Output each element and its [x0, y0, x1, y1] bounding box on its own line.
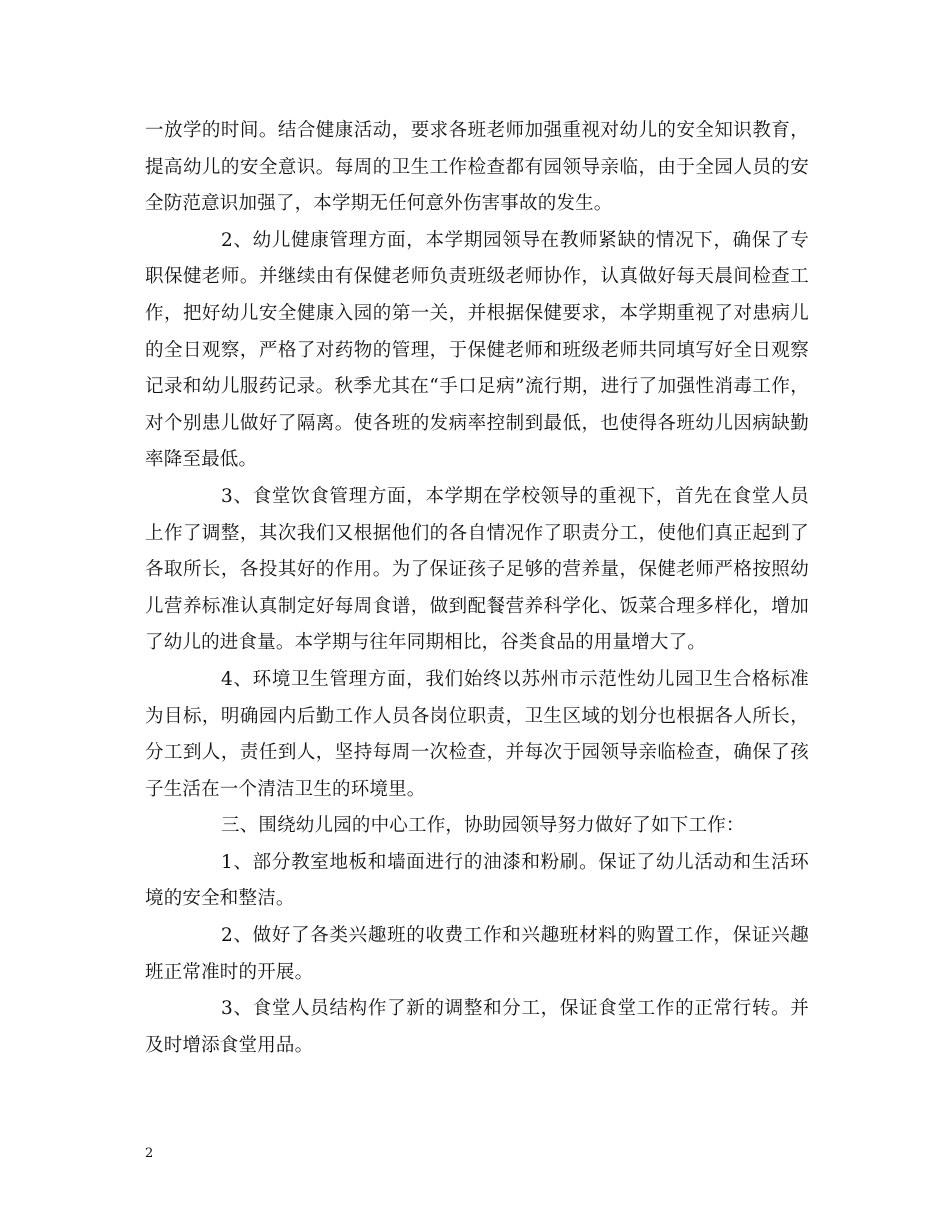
paragraph-canteen-staff: 3、食堂人员结构作了新的调整和分工，保证食堂工作的正常行转。并及时增添食堂用品。: [145, 998, 809, 1056]
paragraph-continuation: 一放学的时间。结合健康活动，要求各班老师加强重视对幼儿的安全知识教育，提高幼儿的安全意识。每周的卫生工作检查都有园领导亲临，由于全园人员的安全防范意识加强了，本学期无任何意外伤害事故的发生。: [145, 120, 809, 215]
section-heading-central-work: 三、围绕幼儿园的中心工作，协助园领导努力做好了如下工作：: [221, 815, 745, 837]
paragraph-environment-hygiene: 4、环境卫生管理方面，我们始终以苏州市示范性幼儿园卫生合格标准为目标，明确园内后勤工作人员各岗位职责，卫生区域的划分也根据各人所长，分工到人，责任到人，坚持每周一次检查，并每次于园领导亲临检查，确保了孩子生活在一个清洁卫生的环境里。: [145, 668, 809, 800]
paragraph-canteen-management: 3、食堂饮食管理方面，本学期在学校领导的重视下，首先在食堂人员上作了调整，其次我们又根据他们的各自情况作了职责分工，使他们真正起到了各取所长，各投其好的作用。为了保证孩子足够的营养量，保健老师严格按照幼儿营养标准认真制定好每周食谱，做到配餐营养科学化、饭菜合理多样化，增加了幼儿的进食量。本学期与往年同期相比，谷类食品的用量增大了。: [145, 485, 809, 654]
page-number: 2: [145, 1146, 154, 1161]
document-body: [145, 113, 809, 1064]
paragraph-classroom-painting: 1、部分教室地板和墙面进行的油漆和粉刷。保证了幼儿活动和生活环境的安全和整洁。: [145, 851, 809, 910]
paragraph-interest-classes: 2、做好了各类兴趣班的收费工作和兴趣班材料的购置工作，保证兴趣班正常准时的开展。: [145, 925, 809, 983]
paragraph-health-management: 2、幼儿健康管理方面，本学期园领导在教师紧缺的情况下，确保了专职保健老师。并继续由有保健老师负责班级老师协作，认真做好每天晨间检查工作，把好幼儿安全健康入园的第一关，并根据保健要求，本学期重视了对患病儿的全日观察，严格了对药物的管理，于保健老师和班级老师共同填写好全日观察记录和幼儿服药记录。秋季尤其在“手口足病”流行期，进行了加强性消毒工作，对个别患儿做好了隔离。使各班的发病率控制到最低，也使得各班幼儿因病缺勤率降至最低。: [145, 229, 809, 471]
